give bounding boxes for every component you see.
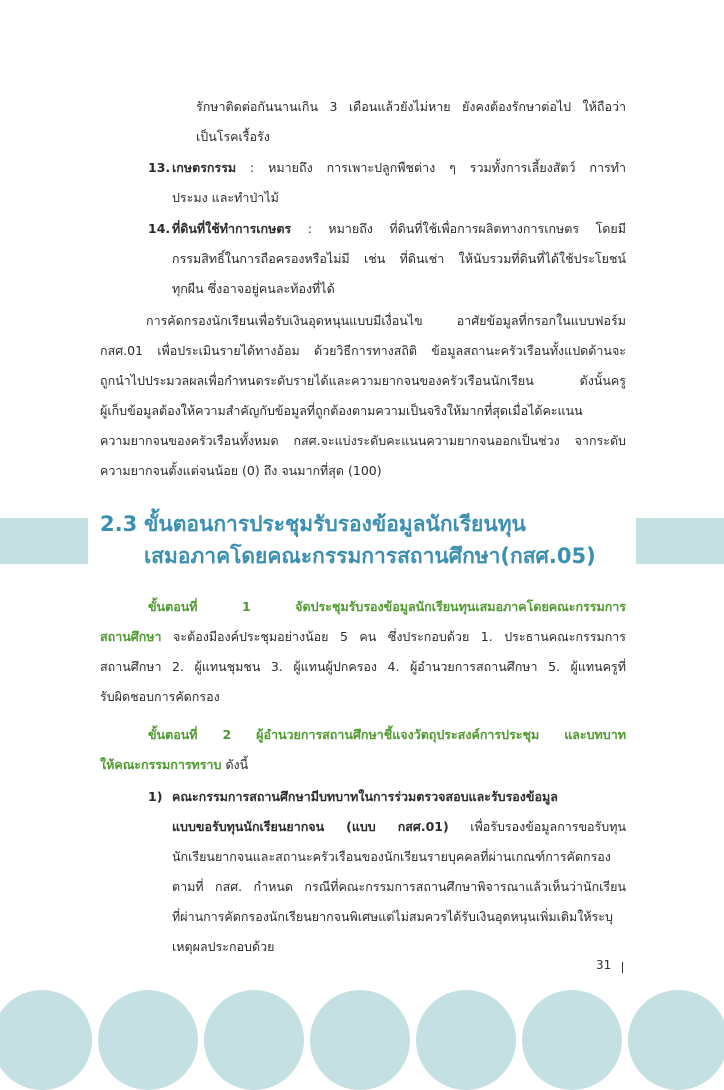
page-number-divider bbox=[622, 962, 623, 973]
item-1-line bbox=[172, 812, 626, 842]
decorative-circle bbox=[522, 990, 622, 1090]
step-2-text: ดังนี้ bbox=[221, 757, 249, 772]
definition-13-line: ประมง และทำป่าไม้ bbox=[172, 190, 279, 205]
item-1-line: ที่ผ่านการคัดกรองนักเรียนยากจนพิเศษแต่ไม่สมควรได้รับเงินอุดหนุนเพิ่มเติมให้ระบุ bbox=[172, 909, 613, 924]
paragraph-line: การคัดกรองนักเรียนเพื่อรับเงินอุดหนุนแบบมีเงื่อนไข อาศัยข้อมูลที่กรอกในแบบฟอร์ม bbox=[146, 313, 626, 328]
step-2-heading: ขั้นตอนที่ 2 ผู้อำนวยการสถานศึกษาชี้แจงวัตถุประสงค์การประชุม และบทบาท bbox=[148, 727, 626, 742]
item-1-line: คณะกรรมการสถานศึกษามีบทบาทในการร่วมตรวจสอบและรับรองข้อมูล bbox=[172, 789, 558, 804]
paragraph-line: กสศ.01 เพื่อประเมินรายได้ทางอ้อม ด้วยวิธีการทางสถิติ ข้อมูลสถานะครัวเรือนทั้งแปดด้านจะ bbox=[100, 343, 626, 358]
heading-band-right bbox=[636, 518, 724, 564]
continuation-line: เป็นโรคเรื้อรัง bbox=[196, 129, 270, 144]
step-1-line bbox=[100, 622, 626, 652]
item-number: 1) bbox=[148, 789, 163, 804]
step-1-line: รับผิดชอบการคัดกรอง bbox=[100, 689, 220, 704]
definition-14-line bbox=[172, 214, 626, 244]
definition-term: ที่ดินที่ใช้ทำการเกษตร bbox=[172, 221, 292, 236]
step-2-line bbox=[100, 750, 248, 780]
section-title-line: ขั้นตอนการประชุมรับรองข้อมูลนักเรียนทุน bbox=[144, 512, 526, 536]
decorative-circle bbox=[416, 990, 516, 1090]
heading-band-left bbox=[0, 518, 88, 564]
section-number: 2.3 bbox=[100, 512, 138, 536]
definition-text: : หมายถึง การเพาะปลูกพืชต่าง ๆ รวมทั้งการเลี้ยงสัตว์ การทำ bbox=[236, 160, 626, 175]
section-title-line: เสมอภาคโดยคณะกรรมการสถานศึกษา(กสศ.05) bbox=[144, 544, 596, 568]
step-1-heading: ขั้นตอนที่ 1 จัดประชุมรับรองข้อมูลนักเรียนทุนเสมอภาคโดยคณะกรรมการ bbox=[148, 599, 626, 614]
definition-number: 14. bbox=[148, 221, 171, 236]
definition-term: เกษตรกรรม bbox=[172, 160, 237, 175]
definition-14-line: กรรมสิทธิ์ในการถือครองหรือไม่มี เช่น ที่ดินเช่า ให้นับรวมที่ดินที่ได้ใช้ประโยชน์ bbox=[172, 251, 626, 266]
item-1-line: เหตุผลประกอบด้วย bbox=[172, 939, 275, 954]
page-number: 31 bbox=[596, 958, 612, 972]
paragraph-line: ความยากจนของครัวเรือนทั้งหมด กสศ.จะแบ่งระดับคะแนนความยากจนออกเป็นช่วง จากระดับ bbox=[100, 433, 626, 448]
decorative-circle bbox=[98, 990, 198, 1090]
step-1-line: สถานศึกษา 2. ผู้แทนชุมชน 3. ผู้แทนผู้ปกครอง 4. ผู้อำนวยการสถานศึกษา 5. ผู้แทนครูที่ bbox=[100, 659, 626, 674]
item-1-line: นักเรียนยากจนและสถานะครัวเรือนของนักเรียนรายบุคคลที่ผ่านเกณฑ์การคัดกรอง bbox=[172, 849, 611, 864]
step-2-heading-cont: ให้คณะกรรมการทราบ bbox=[100, 757, 222, 772]
paragraph-line: ผู้เก็บข้อมูลต้องให้ความสำคัญกับข้อมูลที่ถูกต้องตามความเป็นจริงให้มากที่สุดเมื่อได้คะแนน bbox=[100, 403, 583, 418]
decorative-circle bbox=[310, 990, 410, 1090]
definition-number: 13. bbox=[148, 160, 171, 175]
item-1-bold: แบบขอรับทุนนักเรียนยากจน (แบบ กสศ.01) bbox=[172, 819, 449, 834]
definition-14-line: ทุกผืน ซึ่งอาจอยู่คนละท้องที่ได้ bbox=[172, 281, 335, 296]
decorative-circle bbox=[628, 990, 724, 1090]
step-1-text: จะต้องมีองค์ประชุมอย่างน้อย 5 คน ซึ่งประกอบด้วย 1. ประธานคณะกรรมการ bbox=[161, 629, 626, 644]
definition-text: : หมายถึง ที่ดินที่ใช้เพื่อการผลิตทางการเกษตร โดยมี bbox=[291, 221, 626, 236]
paragraph-line: ความยากจนตั้งแต่จนน้อย (0) ถึง จนมากที่สุด (100) bbox=[100, 463, 382, 478]
decorative-circle bbox=[204, 990, 304, 1090]
continuation-line: รักษาติดต่อกันนานเกิน 3 เดือนแล้วยังไม่หาย ยังคงต้องรักษาต่อไป ให้ถือว่า bbox=[196, 99, 626, 114]
decorative-circle bbox=[0, 990, 92, 1090]
definition-13-line bbox=[172, 153, 626, 183]
step-1-heading-cont: สถานศึกษา bbox=[100, 629, 162, 644]
paragraph-line: ถูกนำไปประมวลผลเพื่อกำหนดระดับรายได้และความยากจนของครัวเรือนนักเรียน ดังนั้นครู bbox=[100, 373, 626, 388]
item-1-line: ตามที่ กสศ. กำหนด กรณีที่คณะกรรมการสถานศึกษาพิจารณาแล้วเห็นว่านักเรียน bbox=[172, 879, 626, 894]
item-1-text: เพื่อรับรองข้อมูลการขอรับทุน bbox=[448, 819, 626, 834]
